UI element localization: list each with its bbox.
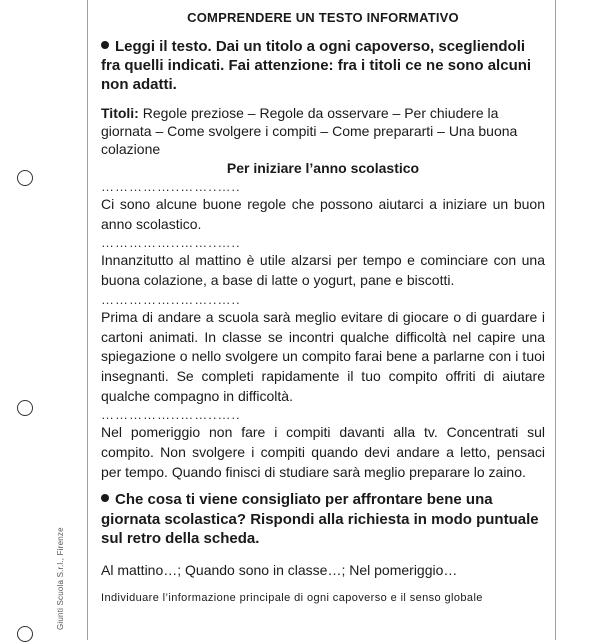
binder-hole-icon: [17, 400, 33, 416]
paragraph-block: [101, 178, 545, 234]
publisher-credit: Giunti Scuola S.r.l., Firenze: [56, 527, 65, 630]
paragraph-block: [101, 291, 545, 407]
question: [101, 490, 545, 549]
paragraph-block: [101, 406, 545, 482]
paragraph: Ci sono alcune buone regole che possono aiutarci a iniziare un buon anno scolastico.: [101, 196, 545, 232]
instruction: [101, 37, 545, 94]
page-title: COMPRENDERE UN TESTO INFORMATIVO: [187, 10, 459, 25]
bullet-icon: [101, 41, 109, 49]
instruction-text: Leggi il testo. Dai un titolo a ogni capoverso, scegliendoli fra quelli indicati. Fai attenzione: fra i titoli ce ne sono alcuni non adatti.: [101, 38, 532, 93]
question-text: Che cosa ti viene consigliato per affrontare bene una giornata scolastica? Rispondi alla richiesta in modo puntuale sul retro della scheda.: [101, 491, 539, 548]
answer-prompt: Al mattino…; Quando sono in classe…; Nel pomeriggio…: [101, 561, 458, 578]
bullet-icon: [101, 494, 109, 502]
titles-list: [101, 104, 545, 158]
paragraph: Innanzitutto al mattino è utile alzarsi per tempo e cominciare con una buona colazione, a base di latte o yogurt, pane e biscotti.: [101, 252, 545, 289]
binder-hole-icon: [17, 170, 33, 186]
paragraph-block: [101, 234, 545, 290]
title-blank: ……………..……..…..: [101, 235, 241, 251]
objective-footer: Individuare l’informazione principale di ogni capoverso e il senso globale: [101, 591, 483, 604]
title-blank: ……………..……..…..: [101, 407, 241, 423]
text-heading: Per iniziare l’anno scolastico: [226, 160, 420, 176]
title-blank: ……………..……..…..: [101, 291, 241, 307]
paragraph: Prima di andare a scuola sarà meglio evitare di giocare o di guardare i cartoni animati. In classe se incontri qualche difficoltà nel capire una spiegazione o nello svolgere un compito farai bene a parlarne con i tuoi insegnanti. Se completi rapidamente il tuo compito offriti di aiutare qualche compagno in difficoltà.: [101, 308, 545, 404]
paragraph: Nel pomeriggio non fare i compiti davanti alla tv. Concentrati sul compito. Non svolgere i compiti quando devi andare a letto, pensaci per tempo. Quando finisci di studiare sarà meglio preparare lo zaino.: [101, 424, 545, 480]
titles-label: Titoli:: [101, 105, 139, 121]
binder-hole-icon: [17, 626, 33, 642]
worksheet-content: [101, 10, 545, 605]
titles-text: Regole preziose – Regole da osservare – Per chiudere la giornata – Come svolgere i compiti – Come prepararti – Una buona colazione: [101, 105, 518, 157]
title-blank: ……………..……..…..: [101, 179, 241, 194]
